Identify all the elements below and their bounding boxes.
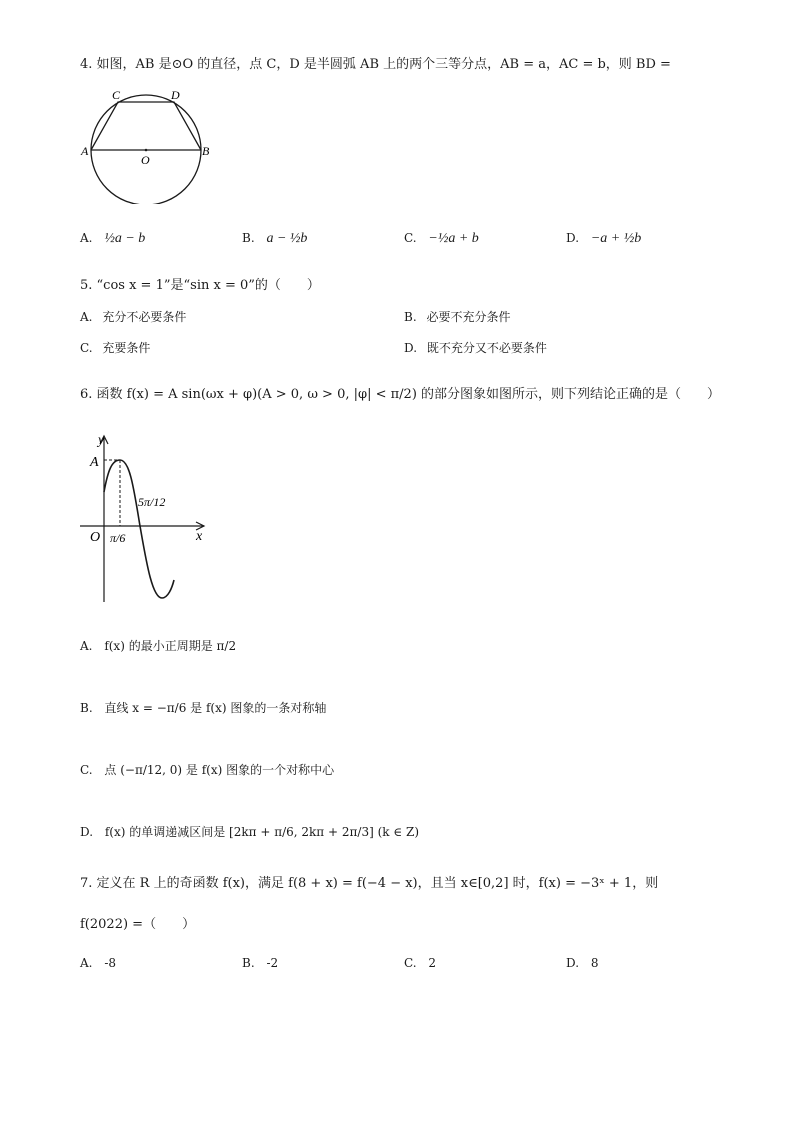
q5-stem: 5. “cos x = 1”是“sin x = 0”的（ ）: [80, 278, 320, 293]
q5-option-a: A. 充分不必要条件: [80, 310, 187, 324]
q4-option-d: D. −a + ½b: [566, 231, 642, 246]
q5-option-b: B. 必要不充分条件: [404, 310, 511, 324]
q4-stem: 4. 如图，AB 是⊙O 的直径，点 C，D 是半圆弧 AB 上的两个三等分点，AB = a，AC = b，则 BD =: [80, 57, 671, 72]
q6-option-a: A. f(x) 的最小正周期是 π/2: [80, 639, 237, 653]
q7-stem-line2: f(2022) =（ ）: [80, 917, 196, 932]
q4-option-c: C. −½a + b: [404, 231, 479, 246]
q6-label-5pi12: 5π/12: [138, 495, 166, 509]
q5-option-d: D. 既不充分又不必要条件: [404, 341, 547, 355]
q7-option-b: B. -2: [242, 956, 279, 970]
q7-option-a: A. -8: [80, 956, 117, 970]
q4-option-b: B. a − ½b: [242, 231, 308, 246]
q4-label-D: D: [171, 88, 180, 102]
q4-circle-figure: [78, 84, 214, 204]
q6-label-x: x: [196, 529, 203, 544]
q6-label-y: y: [98, 433, 105, 448]
q6-label-pi6: π/6: [110, 531, 126, 545]
q6-option-b: B. 直线 x = −π/6 是 f(x) 图象的一条对称轴: [80, 701, 327, 715]
q4-label-A: A: [81, 144, 89, 158]
q6-option-c: C. 点 (−π/12, 0) 是 f(x) 图象的一个对称中心: [80, 763, 335, 777]
q6-stem: 6. 函数 f(x) = A sin(ωx + φ)(A > 0, ω > 0, |φ| < π/2) 的部分图象如图所示，则下列结论正确的是（ ）: [80, 387, 721, 402]
q4-label-B: B: [202, 144, 210, 158]
q7-option-c: C. 2: [404, 956, 437, 970]
q6-option-d: D. f(x) 的单调递减区间是 [2kπ + π/6, 2kπ + 2π/3] (k ∈ Z): [80, 825, 420, 839]
q4-option-a: A. ½a − b: [80, 231, 146, 246]
q6-sine-graph: [78, 430, 228, 610]
q6-label-A: A: [90, 455, 99, 470]
q5-option-c: C. 充要条件: [80, 341, 151, 355]
q7-stem-line1: 7. 定义在 R 上的奇函数 f(x)，满足 f(8 + x) = f(−4 − x)，且当 x∈[0,2] 时，f(x) = −3ˣ + 1，则: [80, 876, 659, 891]
q6-label-O: O: [90, 530, 101, 545]
q4-label-O: O: [141, 153, 150, 167]
q7-option-d: D. 8: [566, 956, 599, 970]
q4-label-C: C: [112, 88, 121, 102]
